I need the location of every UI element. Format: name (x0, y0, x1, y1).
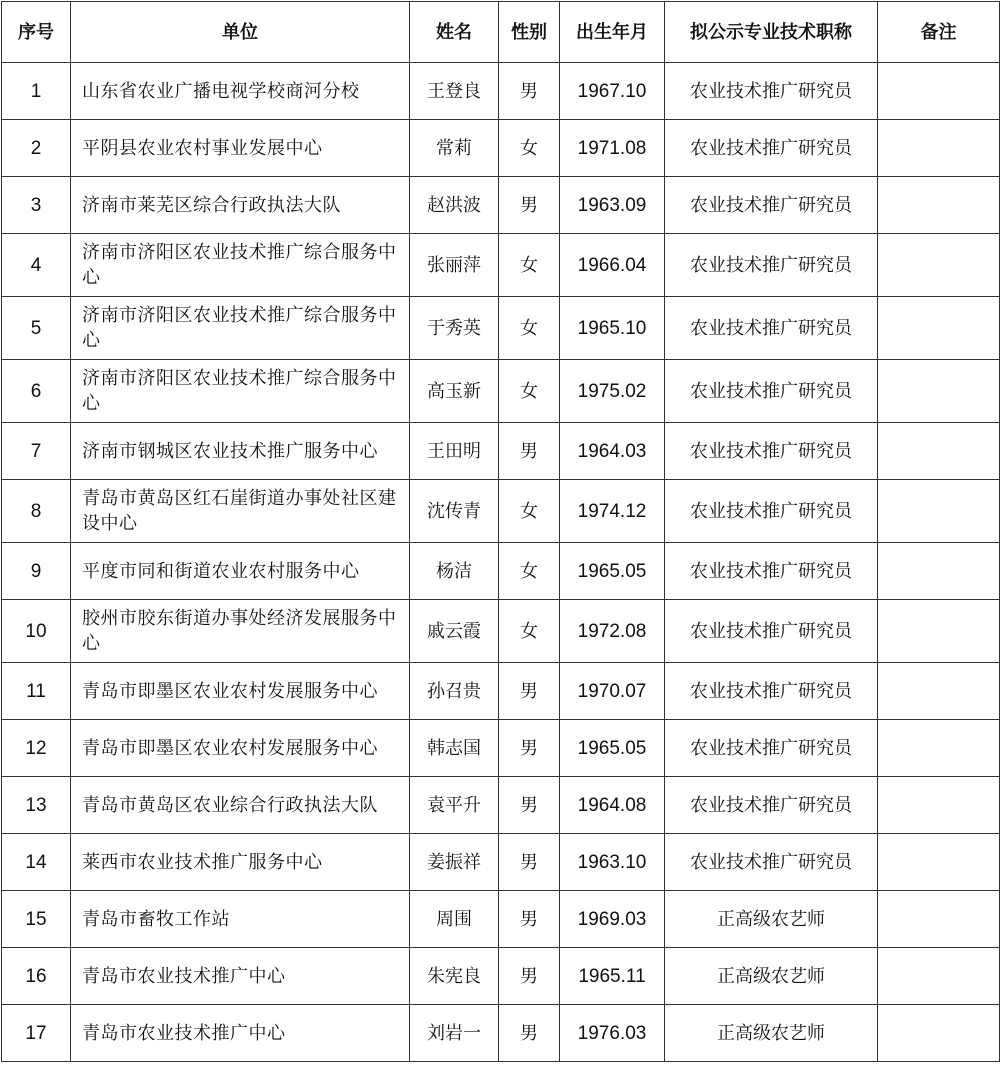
cell-name: 杨洁 (410, 543, 499, 600)
cell-index: 7 (2, 423, 71, 480)
cell-birth: 1974.12 (560, 480, 665, 543)
cell-index: 1 (2, 63, 71, 120)
cell-unit: 青岛市即墨区农业农村发展服务中心 (71, 663, 410, 720)
cell-name: 刘岩一 (410, 1005, 499, 1062)
table-row (2, 297, 1000, 360)
table-row (2, 234, 1000, 297)
cell-unit: 胶州市胶东街道办事处经济发展服务中心 (71, 600, 410, 663)
cell-unit: 莱西市农业技术推广服务中心 (71, 834, 410, 891)
cell-gender: 女 (499, 360, 560, 423)
cell-title: 农业技术推广研究员 (665, 543, 878, 600)
cell-unit: 青岛市农业技术推广中心 (71, 1005, 410, 1062)
cell-unit: 青岛市畜牧工作站 (71, 891, 410, 948)
cell-remark (878, 948, 1000, 1005)
cell-birth: 1963.10 (560, 834, 665, 891)
header-index: 序号 (2, 2, 71, 63)
table-row (2, 63, 1000, 120)
cell-birth: 1965.05 (560, 543, 665, 600)
table-row (2, 360, 1000, 423)
header-name: 姓名 (410, 2, 499, 63)
cell-birth: 1964.08 (560, 777, 665, 834)
cell-title: 正高级农艺师 (665, 948, 878, 1005)
cell-name: 戚云霞 (410, 600, 499, 663)
cell-remark (878, 720, 1000, 777)
cell-birth: 1967.10 (560, 63, 665, 120)
cell-index: 3 (2, 177, 71, 234)
cell-title: 农业技术推广研究员 (665, 834, 878, 891)
cell-index: 11 (2, 663, 71, 720)
cell-birth: 1963.09 (560, 177, 665, 234)
cell-remark (878, 600, 1000, 663)
cell-unit: 济南市济阳区农业技术推广综合服务中心 (71, 297, 410, 360)
cell-remark (878, 480, 1000, 543)
cell-remark (878, 120, 1000, 177)
header-birth: 出生年月 (560, 2, 665, 63)
cell-birth: 1970.07 (560, 663, 665, 720)
cell-title: 农业技术推广研究员 (665, 600, 878, 663)
cell-title: 正高级农艺师 (665, 1005, 878, 1062)
table-row (2, 423, 1000, 480)
cell-name: 于秀英 (410, 297, 499, 360)
header-gender: 性别 (499, 2, 560, 63)
cell-remark (878, 234, 1000, 297)
cell-gender: 女 (499, 234, 560, 297)
cell-gender: 女 (499, 600, 560, 663)
cell-index: 16 (2, 948, 71, 1005)
cell-title: 农业技术推广研究员 (665, 480, 878, 543)
cell-birth: 1975.02 (560, 360, 665, 423)
cell-name: 袁平升 (410, 777, 499, 834)
table-row (2, 177, 1000, 234)
table-row (2, 663, 1000, 720)
cell-name: 王田明 (410, 423, 499, 480)
cell-index: 9 (2, 543, 71, 600)
cell-remark (878, 297, 1000, 360)
cell-title: 农业技术推广研究员 (665, 63, 878, 120)
cell-index: 13 (2, 777, 71, 834)
cell-gender: 男 (499, 948, 560, 1005)
header-unit: 单位 (71, 2, 410, 63)
cell-index: 4 (2, 234, 71, 297)
cell-birth: 1965.10 (560, 297, 665, 360)
cell-name: 赵洪波 (410, 177, 499, 234)
cell-remark (878, 423, 1000, 480)
cell-gender: 男 (499, 663, 560, 720)
table-body (2, 63, 1000, 1062)
cell-index: 14 (2, 834, 71, 891)
cell-unit: 青岛市农业技术推广中心 (71, 948, 410, 1005)
cell-title: 正高级农艺师 (665, 891, 878, 948)
cell-title: 农业技术推广研究员 (665, 663, 878, 720)
table-header (2, 2, 1000, 63)
header-title: 拟公示专业技术职称 (665, 2, 878, 63)
cell-unit: 青岛市黄岛区红石崖街道办事处社区建设中心 (71, 480, 410, 543)
cell-unit: 平阴县农业农村事业发展中心 (71, 120, 410, 177)
table-row (2, 834, 1000, 891)
cell-name: 常莉 (410, 120, 499, 177)
cell-index: 15 (2, 891, 71, 948)
cell-unit: 青岛市黄岛区农业综合行政执法大队 (71, 777, 410, 834)
cell-name: 沈传青 (410, 480, 499, 543)
cell-name: 张丽萍 (410, 234, 499, 297)
title-list-table (1, 1, 1000, 1062)
cell-gender: 女 (499, 480, 560, 543)
cell-index: 10 (2, 600, 71, 663)
cell-unit: 济南市济阳区农业技术推广综合服务中心 (71, 360, 410, 423)
cell-unit: 青岛市即墨区农业农村发展服务中心 (71, 720, 410, 777)
cell-index: 12 (2, 720, 71, 777)
header-remark: 备注 (878, 2, 1000, 63)
table-row (2, 480, 1000, 543)
cell-gender: 男 (499, 777, 560, 834)
cell-unit: 济南市济阳区农业技术推广综合服务中心 (71, 234, 410, 297)
cell-gender: 女 (499, 120, 560, 177)
header-row (2, 2, 1000, 63)
cell-unit: 济南市钢城区农业技术推广服务中心 (71, 423, 410, 480)
cell-gender: 女 (499, 297, 560, 360)
table-row (2, 777, 1000, 834)
cell-gender: 男 (499, 177, 560, 234)
cell-gender: 男 (499, 63, 560, 120)
cell-index: 8 (2, 480, 71, 543)
cell-title: 农业技术推广研究员 (665, 177, 878, 234)
cell-title: 农业技术推广研究员 (665, 720, 878, 777)
cell-index: 2 (2, 120, 71, 177)
cell-gender: 男 (499, 720, 560, 777)
cell-birth: 1965.11 (560, 948, 665, 1005)
cell-birth: 1969.03 (560, 891, 665, 948)
table-row (2, 120, 1000, 177)
cell-remark (878, 177, 1000, 234)
cell-remark (878, 543, 1000, 600)
cell-remark (878, 1005, 1000, 1062)
table-row (2, 720, 1000, 777)
cell-birth: 1971.08 (560, 120, 665, 177)
cell-remark (878, 834, 1000, 891)
table-row (2, 891, 1000, 948)
cell-remark (878, 777, 1000, 834)
cell-birth: 1976.03 (560, 1005, 665, 1062)
table-row (2, 1005, 1000, 1062)
cell-name: 孙召贵 (410, 663, 499, 720)
cell-name: 韩志国 (410, 720, 499, 777)
cell-title: 农业技术推广研究员 (665, 297, 878, 360)
cell-title: 农业技术推广研究员 (665, 120, 878, 177)
cell-birth: 1964.03 (560, 423, 665, 480)
cell-unit: 平度市同和街道农业农村服务中心 (71, 543, 410, 600)
cell-name: 周围 (410, 891, 499, 948)
table-row (2, 600, 1000, 663)
cell-index: 6 (2, 360, 71, 423)
cell-gender: 男 (499, 891, 560, 948)
table-row (2, 543, 1000, 600)
cell-birth: 1972.08 (560, 600, 665, 663)
cell-gender: 男 (499, 1005, 560, 1062)
cell-remark (878, 360, 1000, 423)
cell-name: 王登良 (410, 63, 499, 120)
cell-unit: 济南市莱芜区综合行政执法大队 (71, 177, 410, 234)
cell-title: 农业技术推广研究员 (665, 360, 878, 423)
cell-index: 17 (2, 1005, 71, 1062)
cell-gender: 男 (499, 423, 560, 480)
cell-remark (878, 663, 1000, 720)
cell-birth: 1965.05 (560, 720, 665, 777)
cell-title: 农业技术推广研究员 (665, 234, 878, 297)
cell-title: 农业技术推广研究员 (665, 777, 878, 834)
cell-gender: 男 (499, 834, 560, 891)
table-row (2, 948, 1000, 1005)
cell-name: 高玉新 (410, 360, 499, 423)
cell-title: 农业技术推广研究员 (665, 423, 878, 480)
cell-gender: 女 (499, 543, 560, 600)
cell-remark (878, 63, 1000, 120)
cell-name: 姜振祥 (410, 834, 499, 891)
cell-index: 5 (2, 297, 71, 360)
cell-remark (878, 891, 1000, 948)
cell-unit: 山东省农业广播电视学校商河分校 (71, 63, 410, 120)
cell-birth: 1966.04 (560, 234, 665, 297)
cell-name: 朱宪良 (410, 948, 499, 1005)
